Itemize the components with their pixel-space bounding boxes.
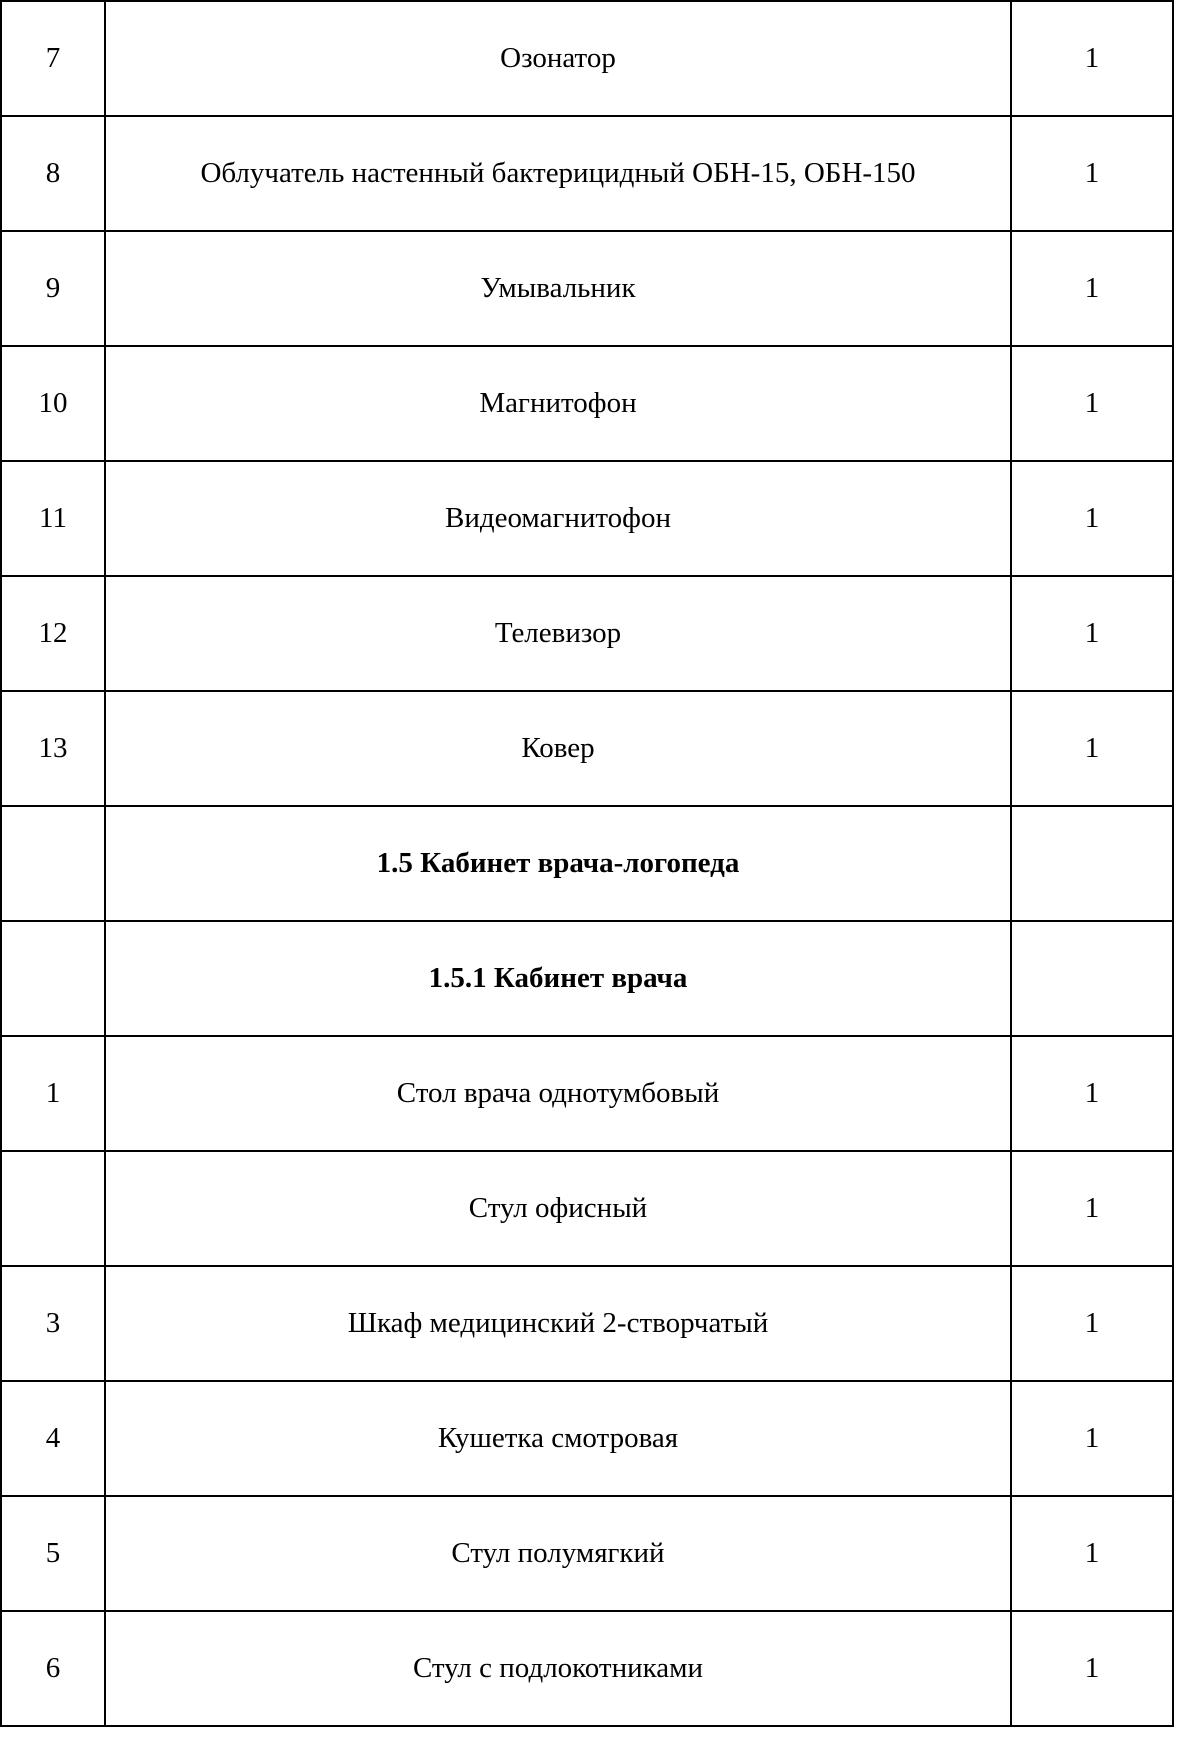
row-number-cell: 9: [1, 231, 105, 346]
item-name-cell: Стул с подлокотниками: [105, 1611, 1011, 1726]
quantity-cell: 1: [1011, 1266, 1173, 1381]
table-row: [1, 461, 1173, 576]
item-name-cell: Озонатор: [105, 1, 1011, 116]
table-row: [1, 1381, 1173, 1496]
quantity-cell: 1: [1011, 346, 1173, 461]
row-number-cell: [1, 1151, 105, 1266]
quantity-cell: 1: [1011, 116, 1173, 231]
item-name-cell: Стул полумягкий: [105, 1496, 1011, 1611]
table-row: [1, 691, 1173, 806]
quantity-cell: 1: [1011, 1036, 1173, 1151]
row-number-cell: [1, 806, 105, 921]
row-number-cell: 4: [1, 1381, 105, 1496]
table-row: [1, 1151, 1173, 1266]
item-name-cell: Стол врача однотумбовый: [105, 1036, 1011, 1151]
row-number-cell: 6: [1, 1611, 105, 1726]
quantity-cell: 1: [1011, 1, 1173, 116]
row-number-cell: [1, 921, 105, 1036]
equipment-table-body: [1, 1, 1173, 1726]
section-title-cell: 1.5.1 Кабинет врача: [105, 921, 1011, 1036]
row-number-cell: 11: [1, 461, 105, 576]
table-row: [1, 576, 1173, 691]
table-row: [1, 1611, 1173, 1726]
quantity-cell: 1: [1011, 691, 1173, 806]
quantity-cell: 1: [1011, 1496, 1173, 1611]
item-name-cell: Магнитофон: [105, 346, 1011, 461]
quantity-cell: [1011, 921, 1173, 1036]
quantity-cell: 1: [1011, 1611, 1173, 1726]
quantity-cell: 1: [1011, 1381, 1173, 1496]
row-number-cell: 1: [1, 1036, 105, 1151]
item-name-cell: Шкаф медицинский 2-створчатый: [105, 1266, 1011, 1381]
item-name-cell: Облучатель настенный бактерицидный ОБН-15, ОБН-150: [105, 116, 1011, 231]
quantity-cell: 1: [1011, 1151, 1173, 1266]
quantity-cell: 1: [1011, 461, 1173, 576]
section-heading-row: [1, 806, 1173, 921]
item-name-cell: Стул офисный: [105, 1151, 1011, 1266]
item-name-cell: Кушетка смотровая: [105, 1381, 1011, 1496]
row-number-cell: 10: [1, 346, 105, 461]
table-row: [1, 231, 1173, 346]
section-heading-row: [1, 921, 1173, 1036]
table-row: [1, 1, 1173, 116]
item-name-cell: Ковер: [105, 691, 1011, 806]
table-row: [1, 1496, 1173, 1611]
row-number-cell: 12: [1, 576, 105, 691]
item-name-cell: Видеомагнитофон: [105, 461, 1011, 576]
table-row: [1, 1036, 1173, 1151]
quantity-cell: 1: [1011, 576, 1173, 691]
row-number-cell: 8: [1, 116, 105, 231]
row-number-cell: 5: [1, 1496, 105, 1611]
item-name-cell: Телевизор: [105, 576, 1011, 691]
row-number-cell: 3: [1, 1266, 105, 1381]
quantity-cell: 1: [1011, 231, 1173, 346]
quantity-cell: [1011, 806, 1173, 921]
table-row: [1, 346, 1173, 461]
section-title-cell: 1.5 Кабинет врача-логопеда: [105, 806, 1011, 921]
row-number-cell: 7: [1, 1, 105, 116]
table-row: [1, 1266, 1173, 1381]
row-number-cell: 13: [1, 691, 105, 806]
table-row: [1, 116, 1173, 231]
item-name-cell: Умывальник: [105, 231, 1011, 346]
